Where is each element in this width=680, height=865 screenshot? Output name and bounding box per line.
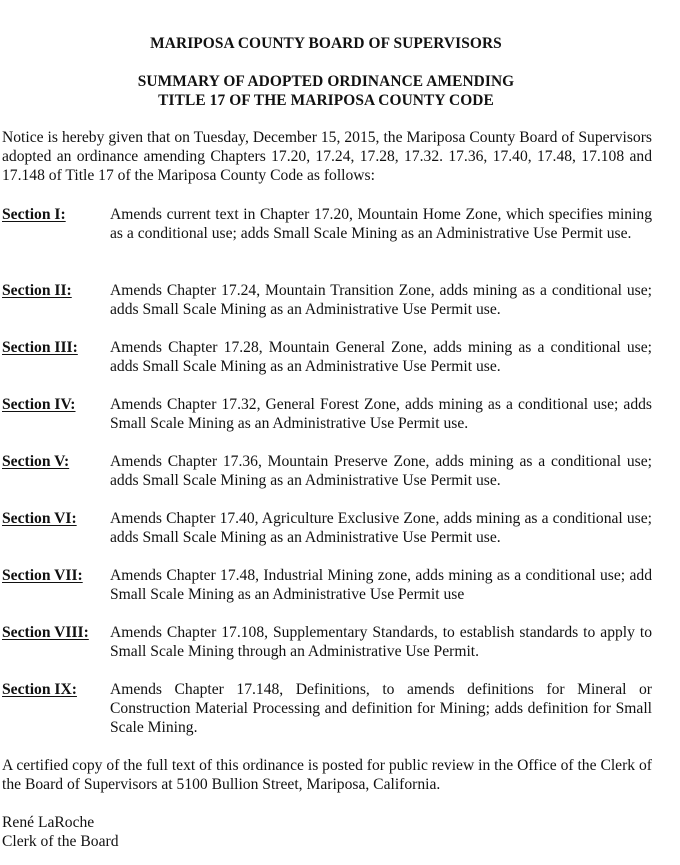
section-9	[2, 680, 652, 737]
closing-paragraph: A certified copy of the full text of this ordinance is posted for public review in the Office of the Clerk of the Board of Supervisors at 5100 Bullion Street, Mariposa, California.	[2, 757, 652, 793]
section-8	[2, 623, 652, 661]
section-text: Amends Chapter 17.148, Definitions, to amends definitions for Mineral or Construction Material Processing and definition for Mining; adds definition for Small Scale Mining.	[110, 681, 652, 736]
document-title-line-2: TITLE 17 OF THE MARIPOSA COUNTY CODE	[158, 92, 494, 109]
section-6	[2, 509, 652, 547]
section-label: Section VIII:	[2, 624, 89, 641]
section-label: Section VII:	[2, 567, 83, 584]
section-label: Section II:	[2, 282, 72, 299]
section-label: Section IV:	[2, 396, 76, 413]
section-label: Section III:	[2, 339, 78, 356]
document-title-line-1: SUMMARY OF ADOPTED ORDINANCE AMENDING	[137, 73, 515, 90]
section-text: Amends Chapter 17.48, Industrial Mining zone, adds mining as a conditional use; add Small Scale Mining as an Administrative Use Permit use	[110, 567, 652, 603]
signatory-name: René LaRoche	[2, 814, 95, 831]
section-text: Amends Chapter 17.28, Mountain General Zone, adds mining as a conditional use; adds Small Scale Mining as an Administrative Use Permit use.	[110, 339, 652, 375]
section-label: Section I:	[2, 206, 66, 223]
section-1	[2, 205, 652, 243]
section-text: Amends Chapter 17.24, Mountain Transition Zone, adds mining as a conditional use; adds Small Scale Mining as an Administrative Use Permit use.	[110, 282, 652, 318]
section-7	[2, 566, 652, 604]
section-label: Section IX:	[2, 681, 77, 698]
section-4	[2, 395, 652, 433]
section-text: Amends current text in Chapter 17.20, Mountain Home Zone, which specifies mining as a conditional use; adds Small Scale Mining as an Administrative Use Permit use.	[110, 206, 652, 242]
section-text: Amends Chapter 17.32, General Forest Zone, adds mining as a conditional use; adds Small Scale Mining as an Administrative Use Permit use.	[110, 396, 652, 432]
section-text: Amends Chapter 17.40, Agriculture Exclusive Zone, adds mining as a conditional use; adds Small Scale Mining as an Administrative Use Permit use.	[110, 510, 652, 546]
notice-paragraph: Notice is hereby given that on Tuesday, December 15, 2015, the Mariposa County Board of Supervisors adopted an ordinance amending Chapters 17.20, 17.24, 17.28, 17.32. 17.36, 17.40, 17.48, 17.108 and 17.148 of Title 17 of the Mariposa County Code as follows:	[2, 129, 652, 184]
section-2	[2, 281, 652, 319]
section-5	[2, 452, 652, 490]
section-text: Amends Chapter 17.108, Supplementary Standards, to establish standards to apply to Small Scale Mining through an Administrative Use Permit.	[110, 624, 652, 660]
section-text: Amends Chapter 17.36, Mountain Preserve Zone, adds mining as a conditional use; adds Small Scale Mining as an Administrative Use Permit use.	[110, 453, 652, 489]
section-label: Section VI:	[2, 510, 77, 527]
section-3	[2, 338, 652, 376]
signatory-title: Clerk of the Board	[2, 833, 119, 850]
board-heading: MARIPOSA COUNTY BOARD OF SUPERVISORS	[150, 35, 502, 52]
section-label: Section V:	[2, 453, 70, 470]
